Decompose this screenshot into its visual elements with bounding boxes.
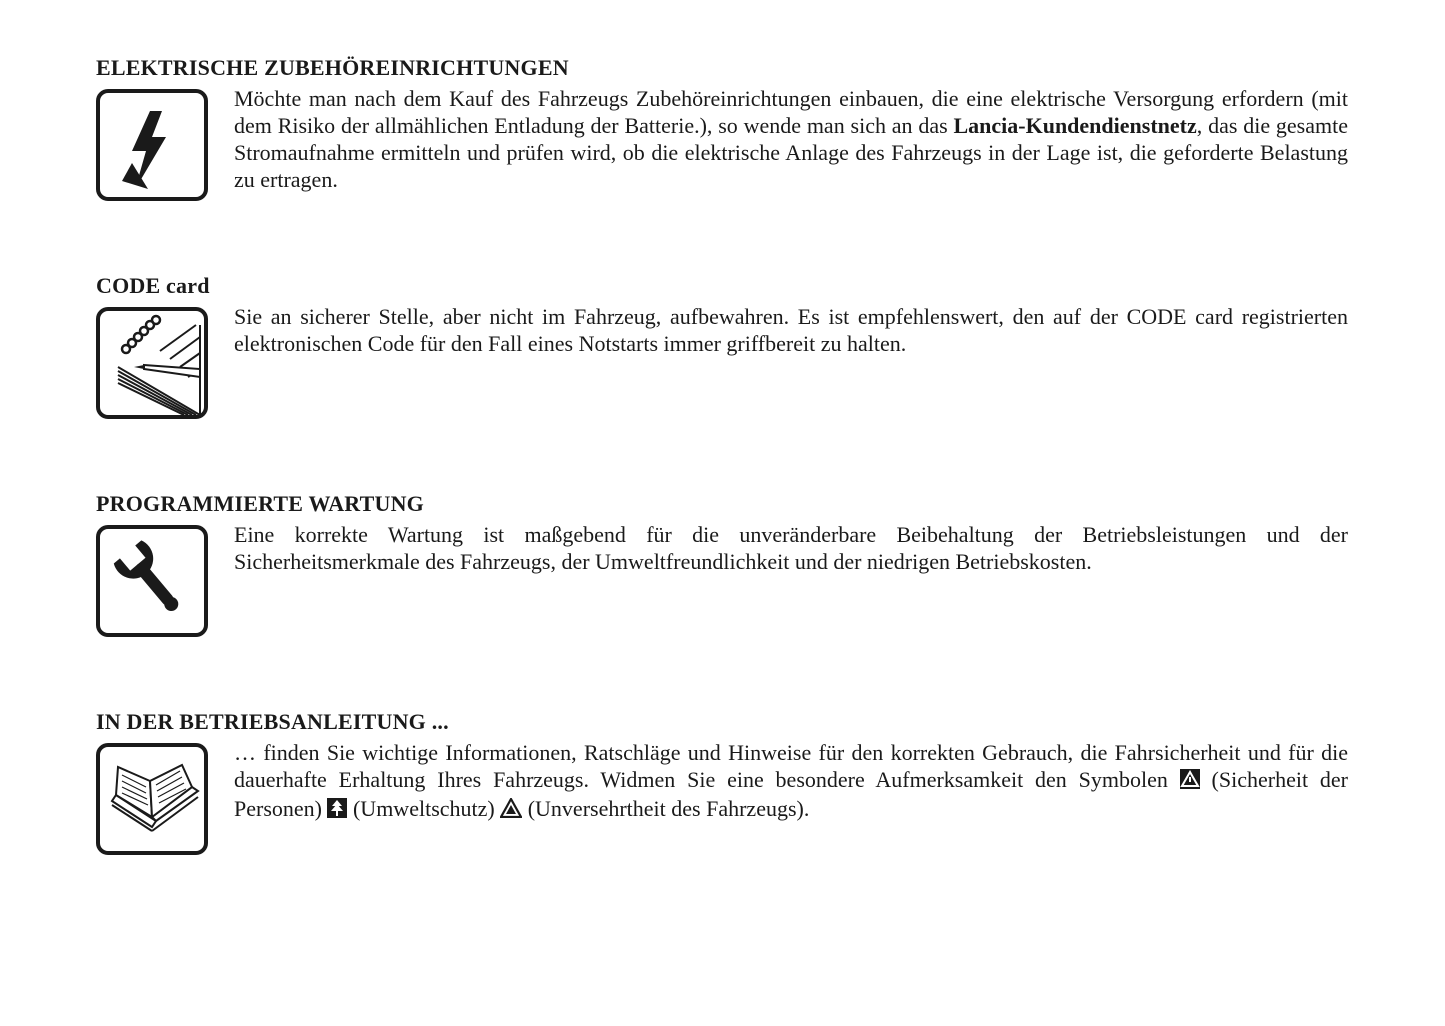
section-paragraph: Sie an sicherer Stelle, aber nicht im Fahrzeug, aufbewahren. Es ist empfehlenswert, den auf der CODE card registrierten elektronischen Code für den Fall eines Notstarts immer griffbereit zu halten. [234, 304, 1348, 356]
paragraph-text-4: (Unversehrtheit des Fahrzeugs). [522, 796, 810, 821]
paragraph-text-1: … finden Sie wichtige Informationen, Ratschläge und Hinweise für den korrekten Gebrauch, die Fahrsicherheit und für die dauerhafte Erhaltung Ihres Fahrzeugs. Widmen Sie eine besondere Aufmerksamkeit den Symbolen [234, 740, 1348, 792]
section-heading: PROGRAMMIERTE WARTUNG [96, 491, 424, 516]
paragraph-text-2: (Sicherheit der Personen) [234, 767, 1349, 821]
person-safety-icon [1180, 768, 1200, 795]
section-owner-manual [96, 709, 1349, 821]
section-code-card [96, 273, 1348, 356]
vehicle-warning-icon [500, 797, 522, 824]
environment-tree-icon [327, 797, 347, 824]
lightning-bolt-icon [96, 89, 208, 201]
paragraph-text-end: , das die gesamte Stromaufnahme ermitteln und prüfen wird, ob die elektrische Anlage des Fahrzeugs in der Lage ist, die geforderte Belastung zu ertragen. [234, 113, 1348, 192]
section-heading: ELEKTRISCHE ZUBEHÖREINRICHTUNGEN [96, 55, 569, 80]
section-paragraph: Eine korrekte Wartung ist maßgebend für die unveränderbare Beibehaltung der Betriebsleistungen und der Sicherheitsmerkmale des Fahrzeugs, der Umweltfreundlichkeit und der niedrigen Betriebskosten. [234, 522, 1348, 574]
section-paragraph [234, 739, 1348, 824]
section-paragraph [234, 85, 1348, 193]
open-book-icon [96, 743, 208, 855]
section-electrical-accessories [96, 55, 1348, 192]
section-scheduled-maintenance [96, 491, 1348, 574]
wrench-icon [96, 525, 208, 637]
paragraph-text-start: Möchte man nach dem Kauf des Fahrzeugs Zubehöreinrichtungen einbauen, die eine elektrische Versorgung erfordern (mit dem Risiko der allmählichen Entladung der Batterie.), so wende man sich an das [234, 86, 1348, 138]
section-heading: IN DER BETRIEBSANLEITUNG ... [96, 709, 449, 734]
paragraph-bold-text: Lancia-Kundendienstnetz [953, 113, 1197, 138]
notebook-pencil-icon [96, 307, 208, 419]
paragraph-text-3: (Umweltschutz) [347, 796, 501, 821]
section-heading: CODE card [96, 273, 210, 298]
